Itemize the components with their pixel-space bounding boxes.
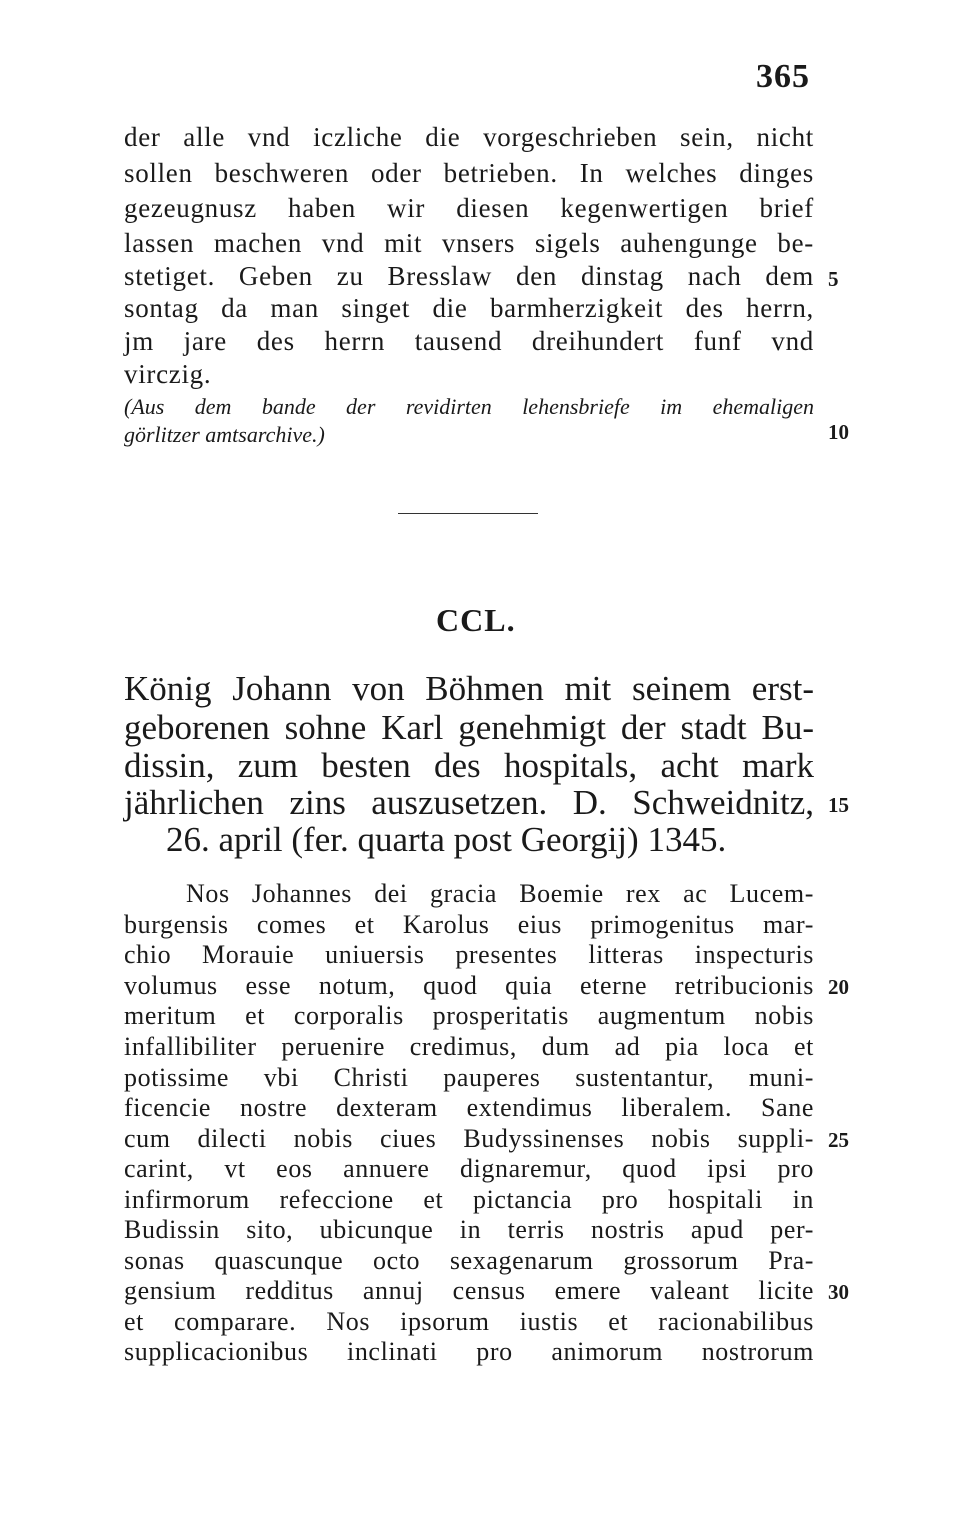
body-line: chio Morauie uniuersis presentes litteras inspecturis [124, 940, 814, 969]
document-number: CCL. [436, 602, 516, 638]
text-line: jm jare des herrn tausend dreihundert funf vnd [124, 326, 814, 356]
body-line: burgensis comes et Karolus eius primogenitus mar- [124, 910, 814, 939]
body-line: meritum et corporalis prosperitatis augmentum nobis [124, 1001, 814, 1030]
heading-line: König Johann von Böhmen mit seinem erst- [124, 669, 814, 708]
text-line: sontag da man singet die barmherzigkeit des herrn, [124, 293, 814, 323]
body-line: ficencie nostre dexteram extendimus liberalem. Sane [124, 1093, 814, 1122]
text-line: lassen machen vnd mit vnsers sigels auhengunge be- [124, 228, 814, 258]
line-number: 20 [828, 975, 849, 999]
body-line: cum dilecti nobis ciues Budyssinenses nobis suppli- [124, 1124, 814, 1153]
line-number: 5 [828, 267, 839, 291]
text-line: stetiget. Geben zu Bresslaw den dinstag nach dem [124, 261, 814, 291]
text-line: der alle vnd iczliche die vorgeschrieben sein, nicht [124, 122, 814, 152]
line-number: 10 [828, 420, 849, 444]
text-line: virczig. [124, 359, 212, 389]
heading-line: 26. april (fer. quarta post Georgij) 1345. [166, 820, 727, 859]
section-divider [398, 513, 538, 514]
heading-line: dissin, zum besten des hospitals, acht mark [124, 746, 814, 785]
heading-line: jährlichen zins auszusetzen. D. Schweidnitz, [124, 783, 814, 822]
body-line: infirmorum refeccione et pictancia pro hospitali in [124, 1185, 814, 1214]
text-line: gezeugnusz haben wir diesen kegenwertigen brief [124, 193, 814, 223]
source-note-line: görlitzer amtsarchive.) [124, 422, 325, 447]
body-line: infallibiliter peruenire credimus, dum ad pia loca et [124, 1032, 814, 1061]
body-line: Nos Johannes dei gracia Boemie rex ac Lucem- [186, 879, 814, 908]
body-line: carint, vt eos annuere dignaremur, quod ipsi pro [124, 1154, 814, 1183]
body-line: et comparare. Nos ipsorum iustis et racionabilibus [124, 1307, 814, 1336]
source-note-line: (Aus dem bande der revidirten lehensbriefe im ehemaligen [124, 394, 814, 419]
page-number: 365 [756, 58, 810, 95]
body-line: volumus esse notum, quod quia eterne retribucionis [124, 971, 814, 1000]
text-line: sollen beschweren oder betrieben. In welches dinges [124, 158, 814, 188]
line-number: 25 [828, 1128, 849, 1152]
body-line: supplicacionibus inclinati pro animorum nostrorum [124, 1337, 814, 1366]
body-line: potissime vbi Christi pauperes sustentantur, muni- [124, 1063, 814, 1092]
line-number: 15 [828, 793, 849, 817]
heading-line: geborenen sohne Karl genehmigt der stadt Bu- [124, 708, 814, 747]
body-line: gensium redditus annuj census emere valeant licite [124, 1276, 814, 1305]
line-number: 30 [828, 1280, 849, 1304]
body-line: sonas quascunque octo sexagenarum grossorum Pra- [124, 1246, 814, 1275]
body-line: Budissin sito, ubicunque in terris nostris apud per- [124, 1215, 814, 1244]
